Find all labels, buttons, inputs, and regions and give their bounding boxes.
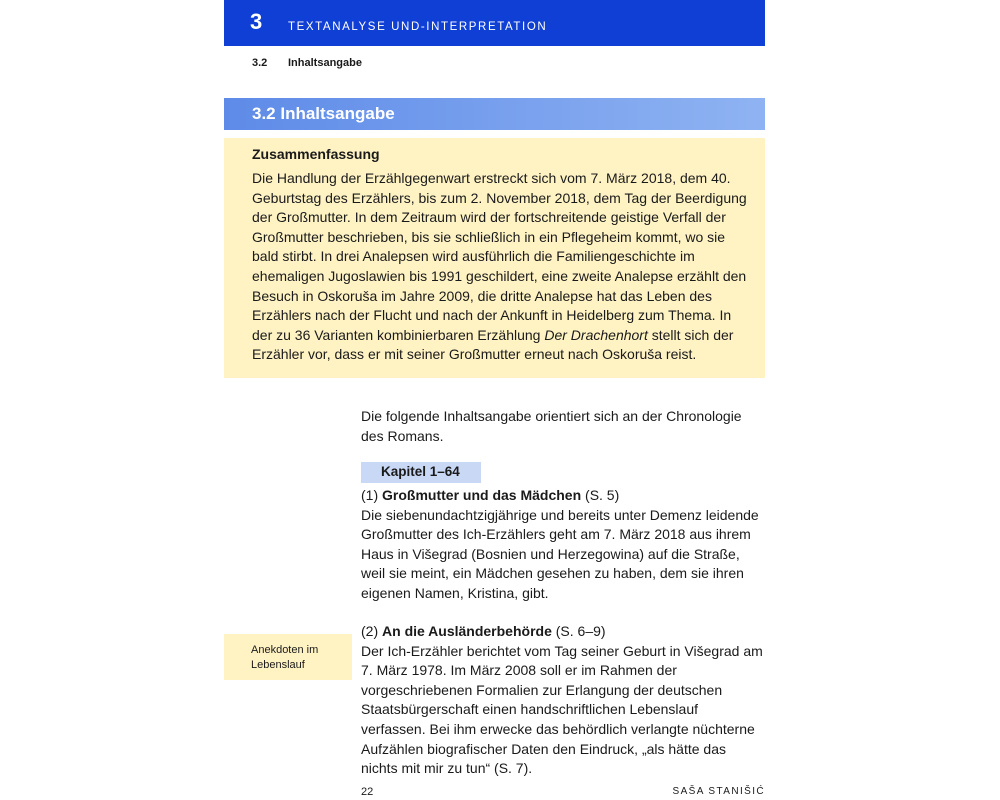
page-number: 22	[361, 786, 374, 798]
entry-title: An die Ausländerbehörde	[382, 623, 552, 639]
chapter-header-bar	[224, 0, 765, 46]
running-section-number: 3.2	[252, 57, 268, 69]
entry-pages: (S. 6–9)	[555, 623, 606, 639]
chapter-title: TEXTANALYSE UND-INTERPRETATION	[288, 21, 548, 33]
summary-text-part2: stellt sich der Erzähler vor, dass er mit seiner Großmutter erneut nach Oskoruša reist.	[252, 326, 734, 363]
summary-heading: Zusammenfassung	[252, 146, 380, 162]
chapter-number: 3	[250, 9, 263, 34]
section-title-bar	[224, 98, 765, 130]
footer-author: SAŠA STANIŠIĆ	[672, 786, 765, 797]
entry-title: Großmutter und das Mädchen	[382, 487, 582, 503]
section-title: 3.2 Inhaltsangabe	[252, 104, 395, 123]
summary-box	[224, 138, 765, 378]
entry-text: Die siebenundachtzigjährige und bereits unter Demenz leidende Großmutter des Ich-Erzählers geht am 7. März 2018 aus ihrem Haus in Višegrad (Bosnien und Herzegowina) auf die Straße, weil sie meint, ein Mädchen gesehen zu haben, dem sie ihren eigenen Namen, Kristina, gibt.	[361, 506, 759, 601]
entry-text: Der Ich-Erzähler berichtet vom Tag seiner Geburt in Višegrad am 7. März 1978. Im März 2008 soll er im Rahmen der vorgeschriebenen Formalien zur Erlangung der deutschen Staatsbürgerschaft einen handschriftlichen Lebenslauf verfassen. Bei ihm erwecke das behördlich verlangte nüchterne Aufzählen biografischer Daten den Eindruck, „als hätte das nichts mit mir zu tun“ (S. 7).	[361, 642, 763, 777]
summary-entry-2	[361, 622, 765, 779]
summary-text-part1: Die Handlung der Erzählgegenwart erstreckt sich vom 7. März 2018, dem 40. Geburtstag des Erzählers, bis zum 2. November 2018, dem Tag der Beerdigung der Großmutter. In dem Zeitraum wird der fortschreitende geistige Verfall der Großmutter beschrieben, bis sie schließlich in ein Pflegeheim kommt, wo sie bald stirbt. In drei Analepsen wird ausführlich die Familiengeschichte im ehemaligen Jugoslawien bis 1991 geschildert, eine zweite Analepse erzählt den Besuch in Oskoruša im Jahre 2009, die dritte Analepse hat das Leben des Erzählers nach der Flucht und nach der Ankunft in Heidelberg zum Thema. In der zu 36 Varianten kombinierbaren Erzählung	[252, 170, 747, 343]
entry-number: (1)	[361, 487, 379, 503]
running-head	[252, 57, 362, 69]
entry-heading	[361, 622, 765, 642]
entry-number: (2)	[361, 623, 379, 639]
entry-heading	[361, 486, 765, 506]
entry-pages: (S. 5)	[585, 487, 620, 503]
chapter-range-tag: Kapitel 1–64	[361, 462, 481, 483]
summary-italic-title: Der Drachenhort	[544, 326, 648, 343]
summary-entry-1	[361, 486, 765, 604]
running-section-title: Inhaltsangabe	[288, 57, 362, 69]
intro-paragraph: Die folgende Inhaltsangabe orientiert sich an der Chronologie des Romans.	[361, 408, 742, 444]
summary-text	[252, 169, 753, 365]
margin-note: Anekdoten im Lebenslauf	[224, 634, 352, 680]
